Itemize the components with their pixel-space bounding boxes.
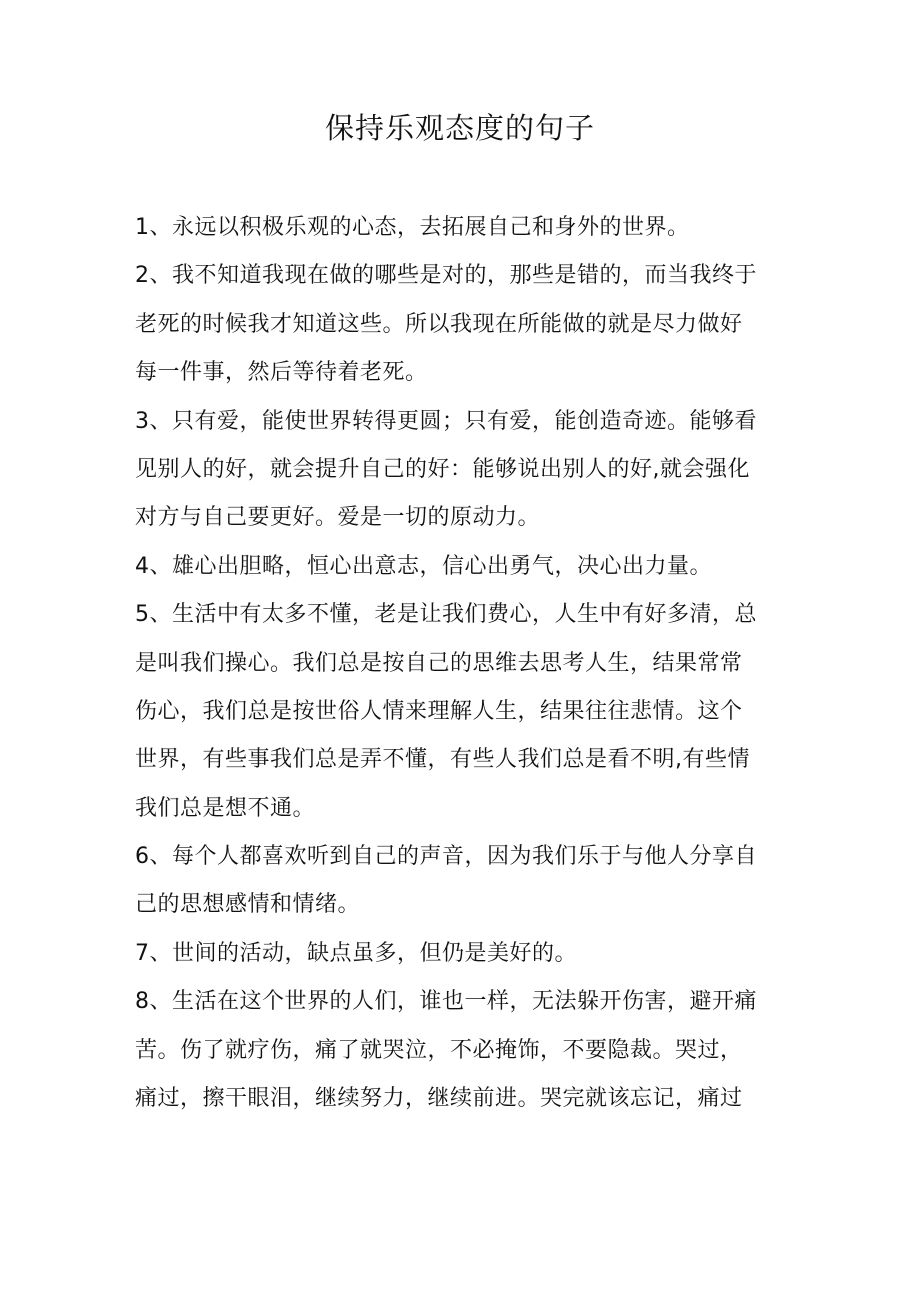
text-line: 己的思想感情和情绪。 [135,892,361,918]
text-line: 见别人的好，就会提升自己的好：能够说出别人的好,就会强化 [135,456,750,482]
page-title: 保持乐观态度的句子 [324,111,595,145]
text-line: 3、只有爱，能使世界转得更圆；只有爱，能创造奇迹。能够看 [135,408,757,434]
text-line: 6、每个人都喜欢听到自己的声音，因为我们乐于与他人分享自 [135,844,757,870]
text-line: 4、雄心出胆略，恒心出意志，信心出勇气，决心出力量。 [135,553,712,579]
text-line: 痛过，擦干眼泪，继续努力，继续前进。哭完就该忘记，痛过 [135,1086,743,1112]
text-line: 是叫我们操心。我们总是按自己的思维去思考人生，结果常常 [135,650,743,676]
text-line: 伤心，我们总是按世俗人情来理解人生，结果往往悲情。这个 [135,698,743,724]
text-line: 我们总是想不通。 [135,795,316,821]
text-line: 每一件事，然后等待着老死。 [135,360,428,386]
text-line: 7、世间的活动，缺点虽多，但仍是美好的。 [135,940,577,966]
text-line: 世界，有些事我们总是弄不懂，有些人我们总是看不明,有些情 [135,747,750,773]
text-line: 5、生活中有太多不懂，老是让我们费心，人生中有好多清，总 [135,602,757,628]
text-line: 老死的时候我才知道这些。所以我现在所能做的就是尽力做好 [135,311,743,337]
text-line: 8、生活在这个世界的人们，谁也一样，无法躲开伤害，避开痛 [135,989,757,1015]
text-line: 1、永远以积极乐观的心态，去拓展自己和身外的世界。 [135,215,690,240]
text-line: 对方与自己要更好。爱是一切的原动力。 [135,505,541,531]
text-line: 2、我不知道我现在做的哪些是对的，那些是错的，而当我终于 [135,263,757,289]
document-body [135,204,775,1123]
text-line: 苦。伤了就疗伤，痛了就哭泣，不必掩饰，不要隐裁。哭过， [135,1037,743,1063]
